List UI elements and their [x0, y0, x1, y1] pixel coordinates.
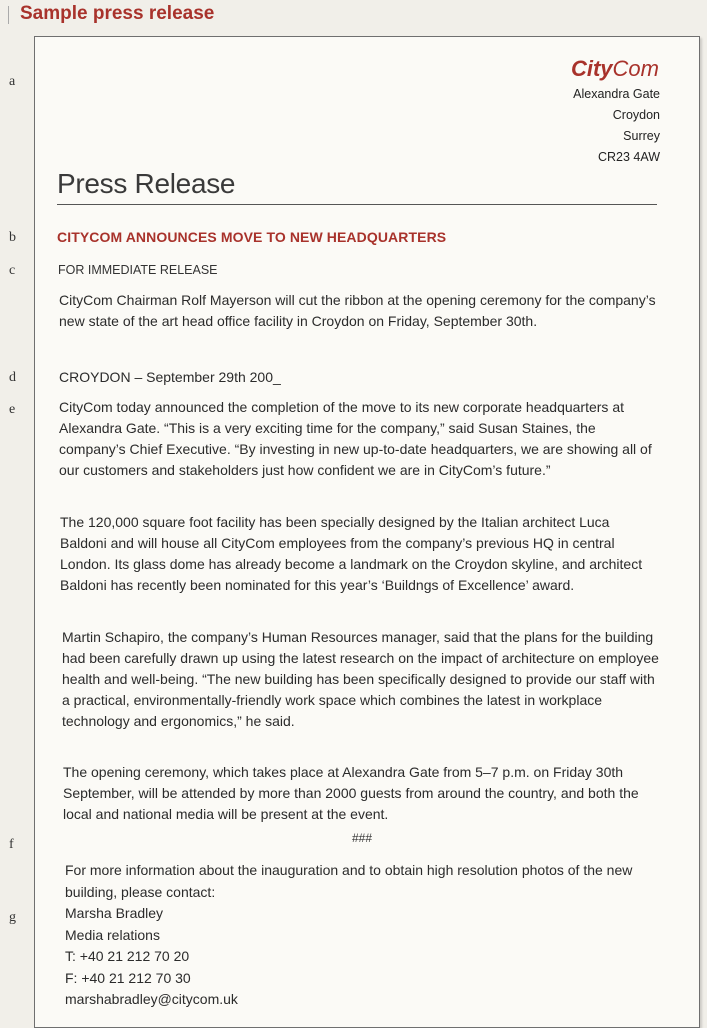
contact-fax: F: +40 21 212 70 30: [65, 969, 191, 986]
body-paragraph-1: CityCom today announced the completion of the move to its new corporate headquarters at Alexandra Gate. “This is a very exciting time for the company,” said Susan Staines, the company’s Chief Executive. “By investing in new up-to-date headquarters, we are showing all of our customers and stakeholders just how confident we are in CityCom’s future.”: [59, 399, 652, 478]
contact-name: Marsha Bradley: [65, 905, 164, 921]
logo-bold-text: City: [570, 56, 613, 81]
contact-email: marshabradley@citycom.uk: [65, 991, 238, 1007]
margin-annotations: [0, 0, 34, 1024]
company-address: [573, 84, 660, 168]
margin-letter-g: g: [9, 910, 16, 925]
release-note: FOR IMMEDIATE RELEASE: [58, 263, 218, 277]
contact-intro: For more information about the inauguration and to obtain high resolution photos of the new building, please contact:: [65, 862, 633, 900]
margin-letter-a: a: [9, 74, 16, 89]
logo-normal-text: Com: [612, 56, 659, 81]
body-paragraph-4: The opening ceremony, which takes place at Alexandra Gate from 5–7 p.m. on Friday 30th September, will be attended by more than 2000 guests from around the country, and both the local and national media will be present at the event.: [63, 764, 639, 822]
document-title: Press Release: [57, 168, 236, 199]
title-divider: [57, 204, 657, 205]
margin-letter-b: b: [9, 230, 16, 245]
end-mark: ###: [352, 831, 373, 845]
margin-letter-c: c: [9, 263, 16, 278]
page-header-title: Sample press release: [20, 3, 215, 24]
address-line: Croydon: [612, 108, 660, 122]
contact-block: [65, 860, 665, 1011]
company-logo: [571, 56, 659, 82]
body-paragraph-3: Martin Schapiro, the company’s Human Resources manager, said that the plans for the building had been carefully drawn up using the latest research on the impact of architecture on employee health and well-being. “The new building has been specifically designed to provide our staff with a practical, environmentally-friendly work space which combines the latest in workplace technology and ergonomics,” he said.: [62, 629, 659, 729]
release-headline: CITYCOM ANNOUNCES MOVE TO NEW HEADQUARTERS: [57, 229, 447, 245]
contact-phone: T: +40 21 212 70 20: [65, 948, 190, 964]
margin-letter-f: f: [9, 837, 14, 852]
address-line: CR23 4AW: [597, 150, 660, 164]
address-line: Alexandra Gate: [573, 87, 660, 101]
dateline: CROYDON – September 29th 200_: [59, 369, 281, 385]
contact-role: Media relations: [65, 926, 160, 943]
margin-letter-d: d: [9, 370, 16, 385]
margin-letter-e: e: [9, 402, 16, 417]
intro-paragraph: CityCom Chairman Rolf Mayerson will cut the ribbon at the opening ceremony for the company’s new state of the art head office facility in Croydon on Friday, September 30th.: [59, 292, 656, 329]
address-line: Surrey: [623, 129, 660, 143]
body-paragraph-2: The 120,000 square foot facility has been specially designed by the Italian architect Luca Baldoni and will house all CityCom employees from the company’s previous HQ in central London. Its glass dome has already become a landmark on the Croydon skyline, and architect Baldoni has recently been nominated for this year’s ‘Buildngs of Excellence’ award.: [60, 514, 643, 593]
